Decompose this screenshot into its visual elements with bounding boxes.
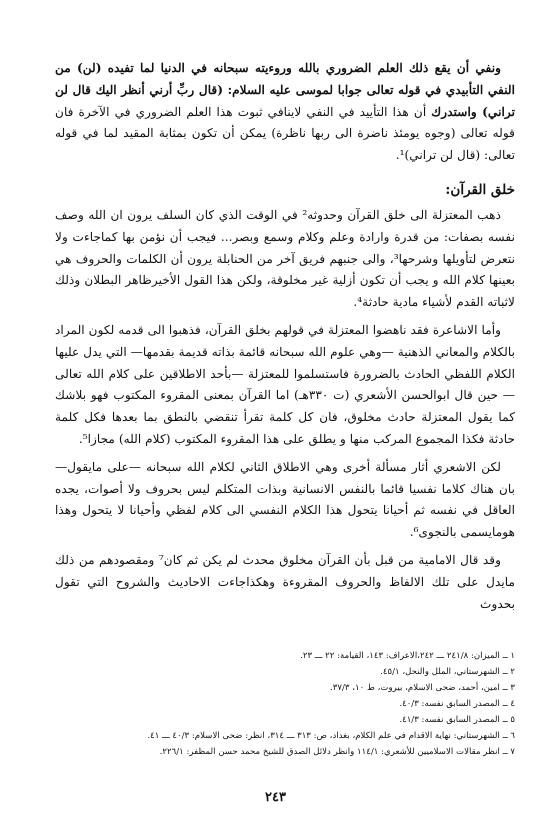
footnote-2: ٢ ــ الشهرستاني، الملل والنحل، ٤٥/١. bbox=[380, 667, 515, 677]
paragraph-1 bbox=[55, 58, 515, 167]
footnote-1: ١ ــ الميزان: ٢٤١/٨ ـــ ٢٤٢،الاعراف: ١٤٣، القيامة: ٢٢ ـــ ٢٣. bbox=[300, 651, 515, 661]
footnote-6: ٦ ــ الشهرستاني: نهاية الاقدام في علم الكلام، بغداد، ص: ٣١٣ ـــ ٣١٤، انظر: ضحى الاسلام: ٤٠/٣ ـــ ٤١. bbox=[147, 731, 515, 741]
footnotes bbox=[55, 648, 515, 760]
paragraph-4: لكن الاشعري أثار مسألة أخرى وهي الاطلاق الثاني لكلام الله سبحانه —على مايقول— بان هناك كلاما نفسيا قائما بالنفس الانسانية وبذات المتكلم ليس بحروف ولا أصوات، يجده العاقل في نفسه ثم أحيانا يتحول هذا الكلام النفسي الى كلام لفظي وأحيانا لا يتحول وهذا هومايسمى بالنجوى⁶. bbox=[55, 459, 515, 540]
footnote-3: ٣ ــ امين، أحمد، ضحى الاسلام، بيروت، ط ١٠، ٣٧/٣. bbox=[329, 683, 515, 693]
paragraph-1-lead: ونفي أن يقع ذلك العلم الضروري بالله وروءيته سبحانه في الدنيا لما تفيده (لن) من النفي التأبيدي في قوله تعالى جوابا لموسى عليه السلام: (قال ربِّ أرني أنظر اليك قال لن تراني) واستدرك bbox=[55, 61, 515, 119]
footnote-7: ٧ ــ انظر مقالات الاسلاميين للأشعري: ١١٤/١ وانظر دلائل الصدق للشيخ محمد حسن المظفر: ٢٢٦/١. bbox=[159, 747, 515, 757]
paragraph-2: ذهب المعتزلة الى خلق القرآن وحدوثه² في الوقت الذي كان السلف يرون ان الله وصف نفسه بصفات: من قدرة وارادة وعلم وكلام وسمع وبصر... فيجب أن نؤمن بها كماجاءت ولا نتعرض لتأويلها وشرحها³، والى جنبهم فريق آخر من الحنابلة يرون أن الكلمات والحروف هي بعينها كلام الله و يجب أن تكون أزلية غير مخلوقة، ولكن هذا القول الأخيرظاهر البطلان وذلك لاثباته القدم لأشياء مادية حادثة⁴. bbox=[55, 207, 515, 310]
footnote-4: ٤ ــ المصدر السابق نفسه: ٤٠/٣. bbox=[399, 699, 515, 709]
paragraph-3: وأما الاشاعرة فقد ناهضوا المعتزلة في قولهم بخلق القرآن، فذهبوا الى قدمه لكون المراد بالكلام والمعاني الذهنية —وهي علوم الله سبحانه قائمة بذاته قديمة بقدمها— التي يدل عليها الكلام اللفظي الحادث بالضرورة فاستسلموا للمعتزلة —بأحد الاطلاقين على كلام الله تعالى— حين قال ابوالحسن الأشعري (ت ٣٣٠هـ) اما القرآن بمعنى المقروء المكتوب فهو بلاشك كما يقول المعتزلة حادث مخلوق، فان كل كلمة تقرأ تنقضي بالنطق بما بعدها فكل كلمة حادثة فكذا المجموع المركب منها و يطلق على هذا المقروء المكتوب (كلام الله) مجازا⁵. bbox=[55, 322, 515, 446]
section-heading: خلق القرآن: bbox=[445, 181, 515, 198]
paragraph-5: وقد قال الامامية من قبل بأن القرآن مخلوق محدث لم يكن ثم كان⁷ ومقصودهم من ذلك مايدل على تلك الالفاظ والحروف المقروءة وهكذاجاءت الاحاديث والشروح التي تقول بحدوث bbox=[55, 552, 515, 611]
page-number: ٢٤٣ bbox=[265, 790, 286, 805]
footnote-5: ٥ ــ المصدر السابق نفسه: ٤١/٣. bbox=[399, 715, 515, 725]
paragraph-1-rest: أن هذا التأييد في النفي لاينافي ثبوت هذا العلم الضروري في الآخرة فان قوله تعالى (وجوه يومئذ ناضرة الى ربها ناظرة) يمكن أن تكون بمثابة المقيد لما في قوله تعالى: (قال لن تراني)¹. bbox=[55, 104, 515, 163]
